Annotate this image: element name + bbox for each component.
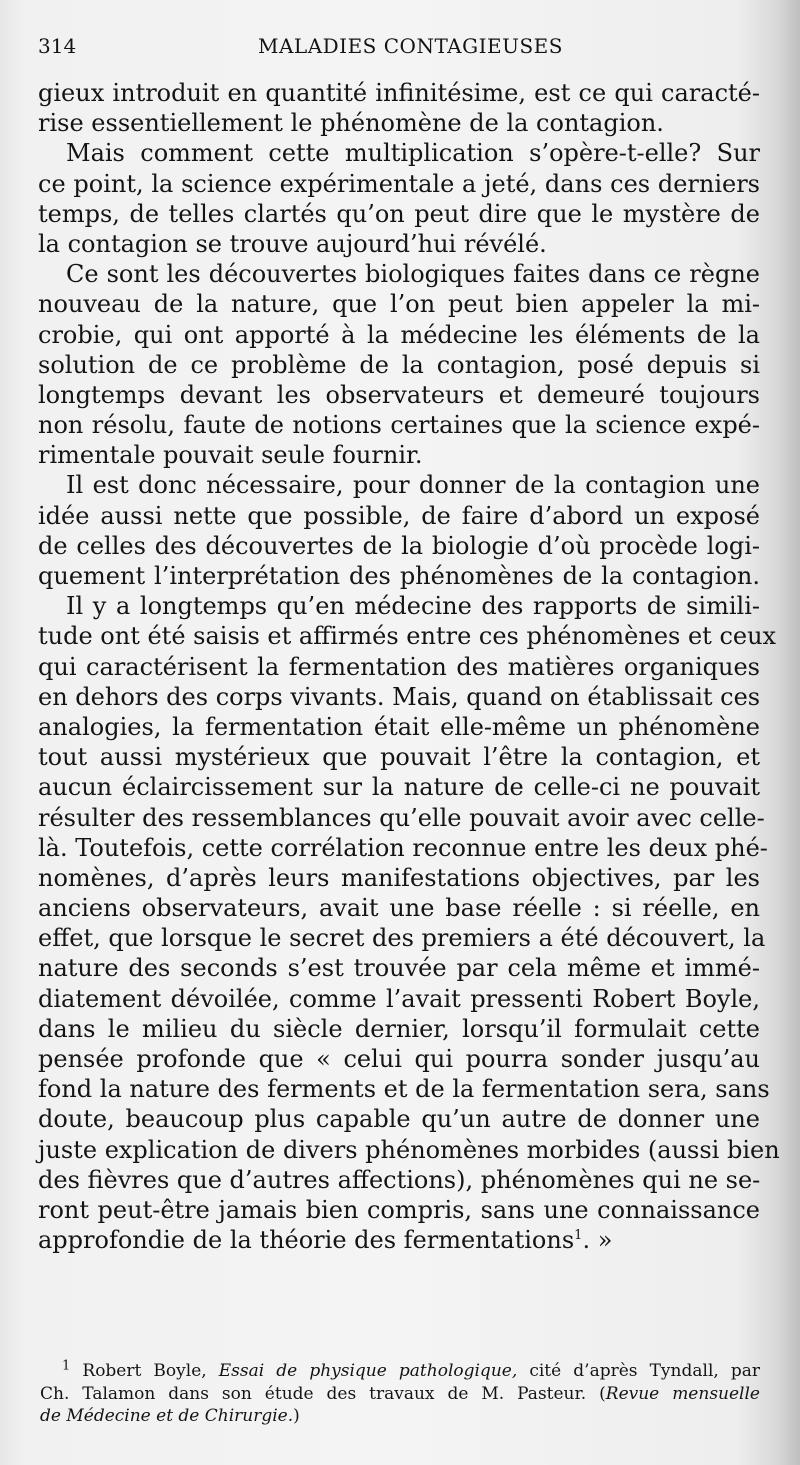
footnote-title: Essai de physique pathologique, [218,1361,518,1381]
text-line: Il y a longtemps qu’en médecine des rapports de simili- [66,592,760,621]
footnote-line [46,1360,760,1383]
text-line: Mais comment cette multiplication s’opère-t-elle? Sur [66,139,760,168]
paragraph [38,259,760,470]
text-line: ront peut-être jamais bien compris, sans une connaissance [38,1195,760,1224]
text-line: effet, que lorsque le secret des premiers a été découvert, la [38,924,766,953]
footnote-line [40,1405,760,1428]
text-line: Ce sont les découvertes biologiques faites dans ce règne [66,260,760,289]
text-line: nomènes, d’après leurs manifestations objectives, par les [38,863,760,892]
text-line: Il est donc nécessaire, pour donner de la contagion une [66,471,760,500]
text-line: juste explication de divers phénomènes morbides (aussi bien [38,1135,780,1164]
footnote-reference: 1 [574,1228,583,1244]
text-line: nouveau de la nature, que l’on peut bien appeler la mi- [38,290,760,319]
body-text [38,78,780,1255]
text-line: ce point, la science expérimentale a jeté, dans ces derniers [38,169,760,198]
page-header [38,34,758,60]
paragraph [38,138,760,259]
text-line-with-note [38,1225,760,1255]
text-line: fond la nature des ferments et de la fermentation sera, sans [38,1075,770,1104]
closing-quote: . » [582,1226,613,1255]
text-line: là. Toutefois, cette corrélation reconnue entre les deux phé- [38,833,768,862]
text-line: longtemps devant les observateurs et demeuré toujours [38,380,760,409]
footnote-marker: 1 [62,1358,71,1374]
text-line: tude ont été saisis et affirmés entre ces phénomènes et ceux [38,622,777,651]
paragraph [38,470,760,591]
text-line: non résolu, faute de notions certaines que la science expé- [38,411,760,440]
running-title: MALADIES CONTAGIEUSES [258,34,563,58]
text-line: rimentale pouvait seule fournir. [38,441,423,470]
text-line: rise essentiellement le phénomène de la contagion. [38,109,664,138]
page-number: 314 [38,34,77,58]
footnote-citation: cité d’après Tyndall, par [529,1361,761,1381]
text-line: des fièvres que d’autres affections), phénomènes qui ne se- [38,1165,761,1194]
text-line: temps, de telles clartés qu’on peut dire que le mystère de [38,199,760,228]
text-line: résulter des ressemblances qu’elle pouvait avoir avec celle- [38,803,765,832]
text-line: anciens observateurs, avait une base réelle : si réelle, en [38,894,760,923]
text-fragment: approfondie de la théorie des fermentations [38,1226,575,1255]
text-line: crobie, qui ont apporté à la médecine les éléments de la [38,320,760,349]
footnote-author: Robert Boyle, [82,1361,207,1381]
text-line: doute, beaucoup plus capable qu’un autre de donner une [38,1105,760,1134]
footnote-text: Ch. Talamon dans son étude des travaux de M. Pasteur. ( [40,1383,606,1404]
footnote-journal-cont: de Médecine et de Chirurgie. [40,1406,294,1426]
footnote-closing: ) [293,1406,300,1426]
text-line: pensée profonde que « celui qui pourra sonder jusqu’au [38,1045,760,1073]
text-line: diatement dévoilée, comme l’avait pressenti Robert Boyle, [38,984,760,1013]
footnote-block [40,1358,761,1428]
text-line: qui caractérisent la fermentation des matières organiques [38,652,760,681]
text-line: de celles des découvertes de la biologie d’où procède logi- [38,531,760,560]
text-line: analogies, la fermentation était elle-même un phénomène [38,712,760,741]
text-line: la contagion se trouve aujourd’hui révélé. [38,229,547,258]
footnote-journal: Revue mensuelle [605,1383,760,1404]
text-line: quement l’interprétation des phénomènes de la contagion. [38,562,760,590]
text-line: gieux introduit en quantité infinitésime, est ce qui caracté- [38,79,760,107]
text-line: aucun éclaircissement sur la nature de celle-ci ne pouvait [38,773,760,802]
text-line: en dehors des corps vivants. Mais, quand on établissait ces [38,682,761,711]
text-line: solution de ce problème de la contagion, posé depuis si [38,350,760,379]
text-line: tout aussi mystérieux que pouvait l’être la contagion, et [38,743,760,772]
footnote-line [40,1383,760,1406]
paragraph [38,591,780,1255]
text-line: nature des seconds s’est trouvée par cela même et immé- [38,954,760,983]
text-line: idée aussi nette que possible, de faire d’abord un exposé [38,501,760,530]
paragraph [38,78,760,138]
text-line: dans le milieu du siècle dernier, lorsqu’il formulait cette [38,1014,760,1043]
